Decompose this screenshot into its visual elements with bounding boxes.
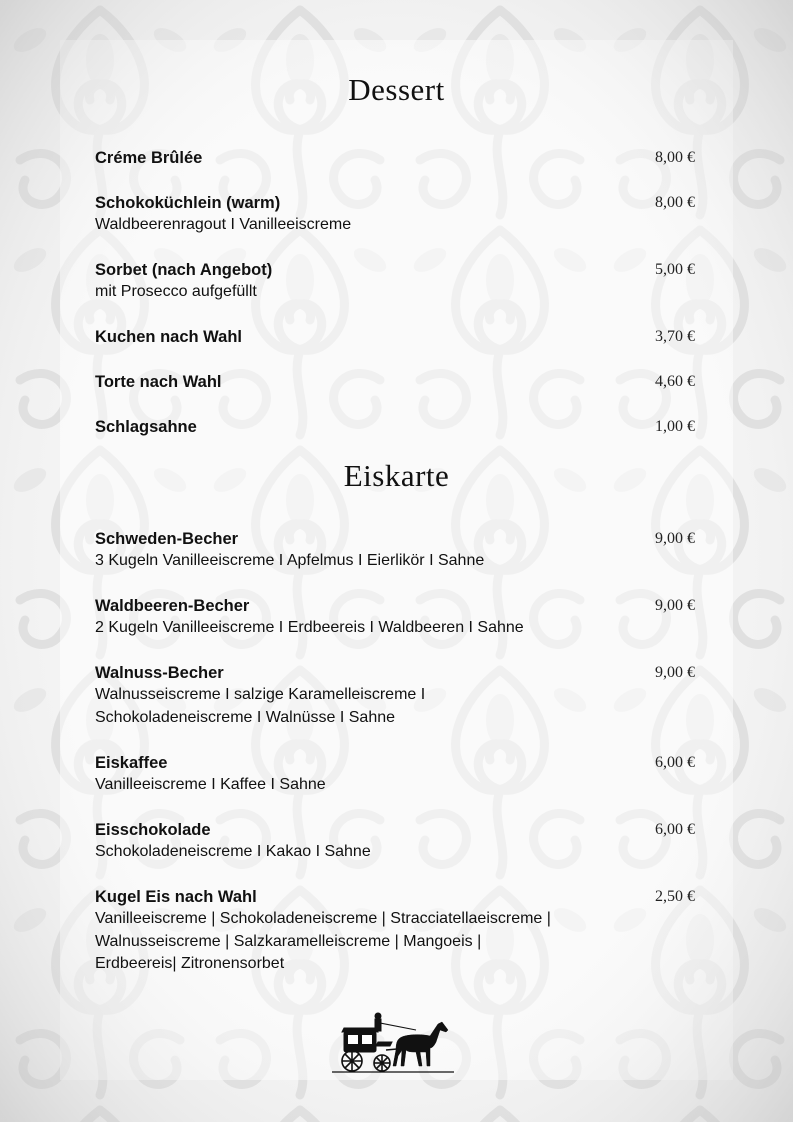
menu-item — [95, 371, 700, 393]
menu-item — [95, 192, 700, 237]
menu-item — [95, 819, 700, 864]
menu-item — [95, 416, 700, 438]
item-name: Schokoküchlein (warm) — [95, 194, 281, 212]
item-name: Kugel Eis nach Wahl — [95, 888, 257, 906]
item-price: 2,50 € — [655, 888, 695, 905]
item-name: Kuchen nach Wahl — [95, 328, 242, 346]
menu-item — [95, 752, 700, 797]
item-price: 9,00 € — [655, 664, 695, 681]
item-description: Schokoladeneiscreme I Kakao I Sahne — [95, 843, 371, 860]
item-price: 8,00 € — [655, 149, 695, 166]
item-price: 5,00 € — [655, 261, 695, 278]
item-name: Walnuss-Becher — [95, 664, 224, 682]
item-price: 9,00 € — [655, 530, 695, 547]
item-price: 1,00 € — [655, 418, 695, 435]
item-name: Sorbet (nach Angebot) — [95, 261, 273, 279]
item-description: Waldbeerenragout I Vanilleeiscreme — [95, 216, 352, 233]
item-description: mit Prosecco aufgefüllt — [95, 283, 257, 300]
item-price: 8,00 € — [655, 194, 695, 211]
menu-item — [95, 528, 700, 573]
item-name: Eisschokolade — [95, 821, 211, 839]
item-name: Waldbeeren-Becher — [95, 597, 250, 615]
item-price: 3,70 € — [655, 328, 695, 345]
menu-item — [95, 326, 700, 348]
item-price: 6,00 € — [655, 754, 695, 771]
item-description: Vanilleeiscreme I Kaffee I Sahne — [95, 776, 326, 793]
item-description: 3 Kugeln Vanilleeiscreme I Apfelmus I Eierlikör I Sahne — [95, 552, 485, 569]
item-price: 6,00 € — [655, 821, 695, 838]
eiskarte-heading: Eiskarte — [343, 458, 450, 493]
menu-item — [95, 662, 700, 729]
item-price: 9,00 € — [655, 597, 695, 614]
item-name: Torte nach Wahl — [95, 373, 222, 391]
dessert-heading: Dessert — [348, 72, 445, 107]
menu-item — [95, 595, 700, 640]
horse-carriage-icon — [330, 1010, 456, 1076]
item-price: 4,60 € — [655, 373, 695, 390]
menu-item — [95, 886, 700, 976]
item-description: Vanilleeiscreme | Schokoladeneiscreme | Stracciatellaeiscreme | Walnusseiscreme | Salzkaramelleiscreme | Mangoeis | Erdbeereis| Zitronensorbet — [95, 910, 551, 972]
item-name: Schlagsahne — [95, 418, 197, 436]
item-name: Schweden-Becher — [95, 530, 239, 548]
item-name: Créme Brûlée — [95, 149, 203, 167]
menu-item — [95, 259, 700, 304]
item-description: Walnusseiscreme I salzige Karamelleiscreme I Schokoladeneiscreme I Walnüsse I Sahne — [95, 686, 426, 726]
item-description: 2 Kugeln Vanilleeiscreme I Erdbeereis I Waldbeeren I Sahne — [95, 619, 524, 636]
menu-item — [95, 147, 700, 169]
item-name: Eiskaffee — [95, 754, 168, 772]
